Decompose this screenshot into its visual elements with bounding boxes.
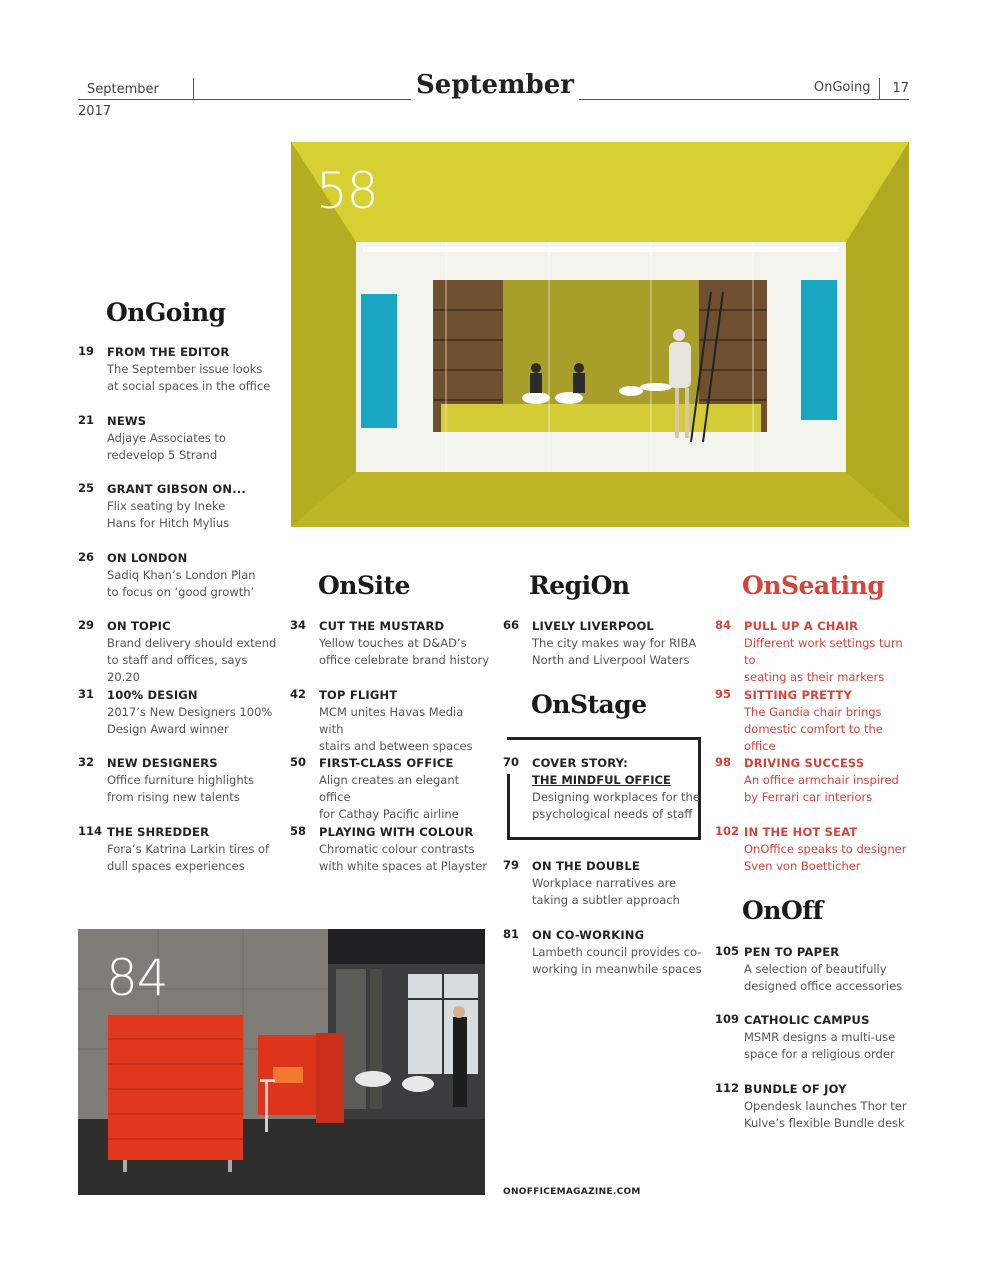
toc-desc-line: psychological needs of staff — [532, 807, 693, 821]
toc-page-number: 32 — [78, 755, 95, 769]
toc-heading: NEWS — [107, 414, 147, 428]
toc-desc-line: Chromatic colour contrasts — [319, 842, 475, 856]
toc-page-number: 70 — [503, 755, 520, 769]
toc-heading: ON TOPIC — [107, 619, 171, 633]
toc-desc-line: Different work settings turn to — [744, 636, 903, 667]
toc-heading: PULL UP A CHAIR — [744, 619, 859, 633]
toc-page-number: 81 — [503, 927, 520, 941]
toc-heading: ON THE DOUBLE — [532, 859, 640, 873]
toc-desc-line: Align creates an elegant office — [319, 773, 460, 804]
toc-heading: CATHOLIC CAMPUS — [744, 1013, 870, 1027]
toc-desc-line: seating as their markers — [744, 670, 885, 684]
toc-desc-line: dull spaces experiences — [107, 859, 245, 873]
section-title-ongoing: OnGoing — [106, 298, 226, 327]
toc-page-number: 50 — [290, 755, 307, 769]
toc-item[interactable] — [715, 687, 915, 755]
toc-item[interactable] — [78, 824, 278, 875]
toc-desc-line: Office furniture highlights — [107, 773, 255, 787]
toc-desc-line: MCM unites Havas Media with — [319, 705, 464, 736]
toc-item[interactable] — [78, 344, 278, 395]
toc-item[interactable] — [503, 927, 703, 978]
cover-story-title: THE MINDFUL OFFICE — [532, 773, 671, 787]
toc-heading: CUT THE MUSTARD — [319, 619, 445, 633]
toc-desc-line: designed office accessories — [744, 979, 903, 993]
toc-page-number: 19 — [78, 344, 95, 358]
toc-page-number: 58 — [290, 824, 307, 838]
section-title-onsite: OnSite — [318, 571, 410, 600]
toc-page-number: 31 — [78, 687, 95, 701]
photo-yellow-office — [291, 142, 909, 527]
toc-item[interactable] — [715, 1012, 915, 1063]
toc-desc-line: North and Liverpool Waters — [532, 653, 690, 667]
toc-heading: COVER STORY: — [532, 756, 628, 770]
toc-heading: DRIVING SUCCESS — [744, 756, 865, 770]
toc-item[interactable] — [290, 687, 490, 755]
toc-desc-line: An office armchair inspired — [744, 773, 899, 787]
yellow-office-illustration — [291, 142, 909, 527]
toc-page-number: 26 — [78, 550, 95, 564]
toc-desc-line: for Cathay Pacific airline — [319, 807, 459, 821]
toc-heading: THE SHREDDER — [107, 825, 210, 839]
toc-desc-line: Brand delivery should extend — [107, 636, 277, 650]
toc-item[interactable] — [78, 755, 278, 806]
photo-page-number-58: 58 — [316, 162, 378, 220]
header-right — [814, 78, 909, 100]
toc-desc-line: Designing workplaces for the — [532, 790, 700, 804]
toc-desc-line: from rising new talents — [107, 790, 240, 804]
toc-page-number: 98 — [715, 755, 732, 769]
toc-heading: NEW DESIGNERS — [107, 756, 218, 770]
toc-desc-line: MSMR designs a multi-use — [744, 1030, 896, 1044]
toc-page-number: 109 — [715, 1012, 740, 1026]
header-section: OnGoing — [814, 78, 881, 100]
toc-item[interactable] — [290, 618, 490, 669]
toc-item[interactable] — [290, 824, 490, 875]
toc-desc-line: Sadiq Khan’s London Plan — [107, 568, 256, 582]
toc-desc-line: working in meanwhile spaces — [532, 962, 702, 976]
header-page-number: 17 — [892, 81, 909, 96]
toc-item[interactable] — [78, 550, 278, 601]
toc-desc-line: Hans for Hitch Mylius — [107, 516, 230, 530]
toc-desc-line: Fora’s Katrina Larkin tires of — [107, 842, 270, 856]
toc-desc-line: domestic comfort to the office — [744, 722, 883, 753]
photo-page-number-84: 84 — [106, 949, 168, 1007]
cover-story-item[interactable] — [503, 755, 703, 823]
toc-desc-line: The September issue looks — [107, 362, 263, 376]
header-date-box — [78, 78, 194, 119]
page-title: September — [416, 70, 574, 100]
footer-url[interactable]: ONOFFICEMAGAZINE.COM — [503, 1187, 641, 1197]
section-title-onstage: OnStage — [531, 690, 647, 719]
toc-heading: 100% DESIGN — [107, 688, 198, 702]
toc-item[interactable] — [715, 1081, 915, 1132]
toc-heading: FROM THE EDITOR — [107, 345, 230, 359]
toc-item[interactable] — [503, 858, 703, 909]
photo-red-sofa — [78, 929, 485, 1195]
toc-page-number: 114 — [78, 824, 103, 838]
toc-item[interactable] — [78, 687, 278, 738]
toc-heading: ON CO-WORKING — [532, 928, 645, 942]
toc-desc-line: Flix seating by Ineke — [107, 499, 226, 513]
toc-item[interactable] — [715, 755, 915, 806]
toc-page-number: 21 — [78, 413, 95, 427]
toc-item[interactable] — [78, 481, 278, 532]
toc-page-number: 34 — [290, 618, 307, 632]
toc-desc-line: with white spaces at Playster — [319, 859, 488, 873]
toc-desc-line: Design Award winner — [107, 722, 229, 736]
toc-heading: TOP FLIGHT — [319, 688, 398, 702]
toc-page-number: 112 — [715, 1081, 740, 1095]
toc-item[interactable] — [78, 413, 278, 464]
toc-desc-line: to staff and offices, says 20.20 — [107, 653, 248, 684]
toc-heading: LIVELY LIVERPOOL — [532, 619, 654, 633]
toc-page-number: 29 — [78, 618, 95, 632]
toc-item[interactable] — [715, 824, 915, 875]
section-title-onseating: OnSeating — [742, 571, 885, 600]
toc-heading: IN THE HOT SEAT — [744, 825, 858, 839]
header-rule-left — [78, 99, 411, 100]
toc-page-number: 42 — [290, 687, 307, 701]
toc-desc-line: Yellow touches at D&AD’s — [319, 636, 467, 650]
toc-item[interactable] — [78, 618, 278, 686]
toc-page-number: 102 — [715, 824, 740, 838]
toc-desc-line: office celebrate brand history — [319, 653, 490, 667]
toc-desc-line: The city makes way for RIBA — [532, 636, 697, 650]
toc-desc-line: A selection of beautifully — [744, 962, 887, 976]
section-title-region: RegiOn — [529, 571, 630, 600]
toc-desc-line: The Gandia chair brings — [744, 705, 882, 719]
toc-desc-line: by Ferrari car interiors — [744, 790, 873, 804]
toc-desc-line: Opendesk launches Thor ter — [744, 1099, 907, 1113]
toc-page-number: 79 — [503, 858, 520, 872]
toc-desc-line: Lambeth council provides co- — [532, 945, 702, 959]
toc-desc-line: Adjaye Associates to — [107, 431, 226, 445]
toc-heading: GRANT GIBSON ON... — [107, 482, 246, 496]
toc-desc-line: OnOffice speaks to designer — [744, 842, 907, 856]
toc-heading: PLAYING WITH COLOUR — [319, 825, 474, 839]
toc-desc-line: 2017’s New Designers 100% — [107, 705, 273, 719]
section-title-onoff: OnOff — [742, 896, 823, 925]
toc-desc-line: taking a subtler approach — [532, 893, 680, 907]
toc-desc-line: to focus on ‘good growth’ — [107, 585, 255, 599]
toc-desc-line: at social spaces in the office — [107, 379, 271, 393]
toc-desc-line: redevelop 5 Strand — [107, 448, 218, 462]
toc-heading: BUNDLE OF JOY — [744, 1082, 847, 1096]
toc-heading: PEN TO PAPER — [744, 945, 840, 959]
toc-heading: FIRST-CLASS OFFICE — [319, 756, 454, 770]
toc-page-number: 66 — [503, 618, 520, 632]
toc-heading: SITTING PRETTY — [744, 688, 853, 702]
toc-item[interactable] — [715, 618, 915, 686]
toc-desc-line: Sven von Boetticher — [744, 859, 861, 873]
toc-item[interactable] — [503, 618, 703, 669]
toc-page-number: 105 — [715, 944, 740, 958]
header-date: September 2017 — [78, 82, 159, 119]
toc-heading: ON LONDON — [107, 551, 188, 565]
toc-desc-line: Workplace narratives are — [532, 876, 677, 890]
toc-item[interactable] — [715, 944, 915, 995]
toc-desc-line: space for a religious order — [744, 1047, 895, 1061]
toc-desc-line: Kulve’s flexible Bundle desk — [744, 1116, 905, 1130]
toc-desc-line: stairs and between spaces — [319, 739, 473, 753]
toc-page-number: 95 — [715, 687, 732, 701]
toc-page-number: 25 — [78, 481, 95, 495]
toc-page-number: 84 — [715, 618, 732, 632]
toc-item[interactable] — [290, 755, 490, 823]
